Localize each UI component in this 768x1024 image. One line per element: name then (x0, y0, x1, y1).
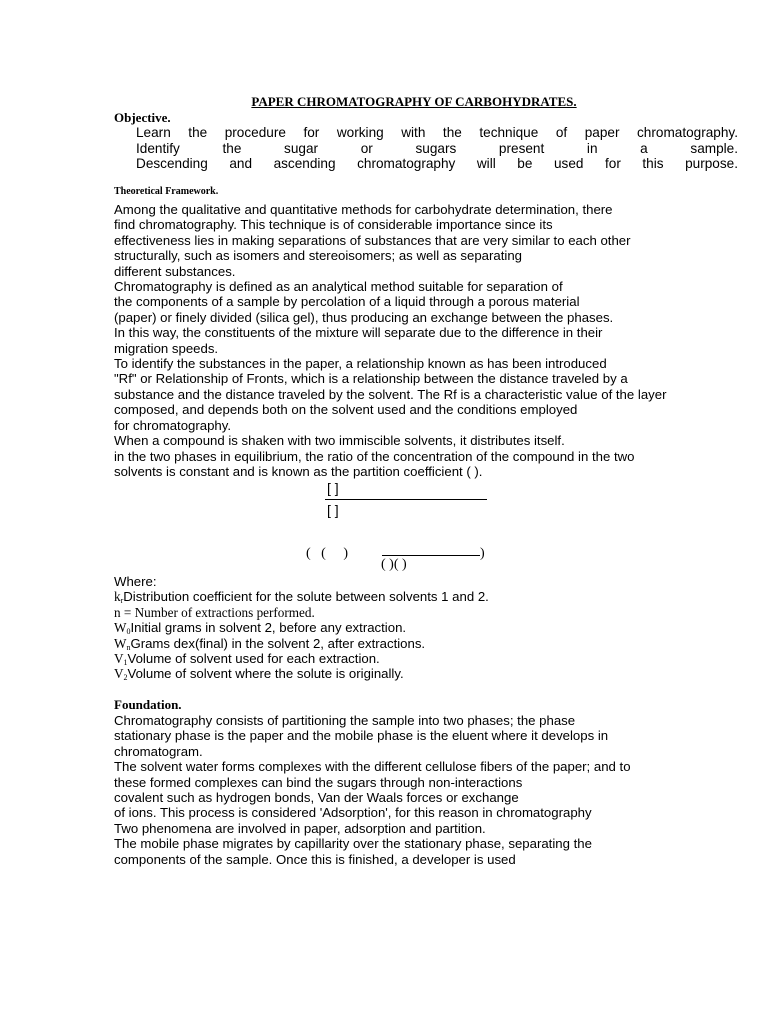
text-line: In this way, the constituents of the mixture will separate due to the difference in their (114, 325, 603, 341)
where-item (114, 636, 489, 651)
formula2-fraction-bar (382, 555, 480, 556)
where-subscript: 2 (123, 673, 128, 683)
formula2-left: ( ( ) (306, 546, 348, 561)
text-line: for chromatography. (114, 417, 232, 433)
where-subscript: r (120, 596, 124, 606)
text-line: chromatogram. (114, 743, 203, 759)
where-symbol: W (114, 620, 127, 636)
text-line: structurally, such as isomers and stereoisomers; as well as separating (114, 248, 523, 264)
where-subscript: n (126, 642, 131, 652)
text-line: covalent such as hydrogen bonds, Van der Waals forces or exchange (114, 790, 519, 806)
text-line: in the two phases in equilibrium, the ratio of the concentration of the compound in the two (114, 448, 635, 464)
objective-line: Identify the sugar or sugars present in a sample. (136, 141, 738, 156)
text-line: Two phenomena are involved in paper, adsorption and partition. (114, 820, 486, 836)
text-line: effectiveness lies in making separations of substances that are very similar to each other (114, 232, 631, 248)
where-text: Grams dex(final) in the solvent 2, after extractions. (130, 635, 426, 651)
objective-heading: Objective. (114, 110, 171, 125)
where-symbol: k (114, 589, 121, 605)
where-symbol: V (114, 666, 124, 682)
where-label: Where: (114, 574, 157, 589)
theory-paragraph (114, 202, 666, 479)
where-text: Volume of solvent where the solute is originally. (127, 666, 404, 682)
where-symbol: n (114, 604, 121, 620)
document-title: PAPER CHROMATOGRAPHY OF CARBOHYDRATES. (251, 94, 577, 109)
where-text: Distribution coefficient for the solute between solvents 1 and 2. (123, 589, 489, 605)
formula2-denominator: ( )( ) (381, 557, 407, 572)
text-line: components of the sample. Once this is finished, a developer is used (114, 851, 516, 867)
text-line: different substances. (114, 263, 236, 279)
where-item (114, 589, 489, 604)
text-line: When a compound is shaken with two immiscible solvents, it distributes itself. (114, 433, 565, 449)
where-subscript: 0 (126, 627, 131, 637)
text-line: To identify the substances in the paper, a relationship known as has been introduced (114, 356, 607, 372)
where-symbol: W (114, 635, 127, 651)
where-subscript: 1 (123, 657, 128, 667)
foundation-paragraph (114, 713, 631, 867)
text-line: migration speeds. (114, 340, 219, 356)
text-line: stationary phase is the paper and the mobile phase is the eluent where it develops in (114, 728, 609, 744)
where-item (114, 666, 489, 681)
text-line: find chromatography. This technique is of considerable importance since its (114, 217, 553, 233)
text-line: Chromatography consists of partitioning the sample into two phases; the phase (114, 713, 576, 728)
formula2-right: ) (480, 546, 485, 561)
where-item (114, 651, 489, 666)
foundation-heading: Foundation. (114, 697, 182, 712)
where-list (114, 574, 489, 682)
text-line: these formed complexes can bind the sugars through non-interactions (114, 774, 523, 790)
text-line: Among the qualitative and quantitative methods for carbohydrate determination, there (114, 202, 613, 217)
text-line: "Rf" or Relationship of Fronts, which is a relationship between the distance traveled by a (114, 371, 628, 387)
text-line: The mobile phase migrates by capillarity over the stationary phase, separating the (114, 836, 592, 852)
where-text: Volume of solvent used for each extraction. (127, 650, 380, 666)
formula1-denominator: [ ] (327, 502, 339, 518)
text-line: (paper) or finely divided (silica gel), thus producing an exchange between the phases. (114, 309, 614, 325)
where-text: = Number of extractions performed. (120, 604, 315, 620)
formula1-numerator: [ ] (327, 480, 339, 496)
where-symbol: V (114, 650, 124, 666)
formula1-fraction-bar (325, 499, 487, 500)
where-text: Initial grams in solvent 2, before any extraction. (130, 620, 407, 636)
where-item (114, 605, 489, 620)
text-line: Chromatography is defined as an analytical method suitable for separation of (114, 279, 563, 295)
theory-heading: Theoretical Framework. (114, 186, 219, 197)
objective-line: Descending and ascending chromatography will be used for this purpose. (136, 156, 738, 171)
where-item (114, 620, 489, 635)
objective-line: Learn the procedure for working with the technique of paper chromatography. (136, 125, 738, 140)
text-line: The solvent water forms complexes with the different cellulose fibers of the paper; and to (114, 759, 631, 775)
text-line: substance and the distance traveled by the solvent. The Rf is a characteristic value of the layer (114, 386, 667, 402)
text-line: of ions. This process is considered 'Adsorption', for this reason in chromatography (114, 805, 592, 821)
text-line: composed, and depends both on the solvent used and the conditions employed (114, 402, 578, 418)
text-line: the components of a sample by percolation of a liquid through a porous material (114, 294, 580, 310)
text-line: solvents is constant and is known as the partition coefficient ( ). (114, 463, 483, 479)
